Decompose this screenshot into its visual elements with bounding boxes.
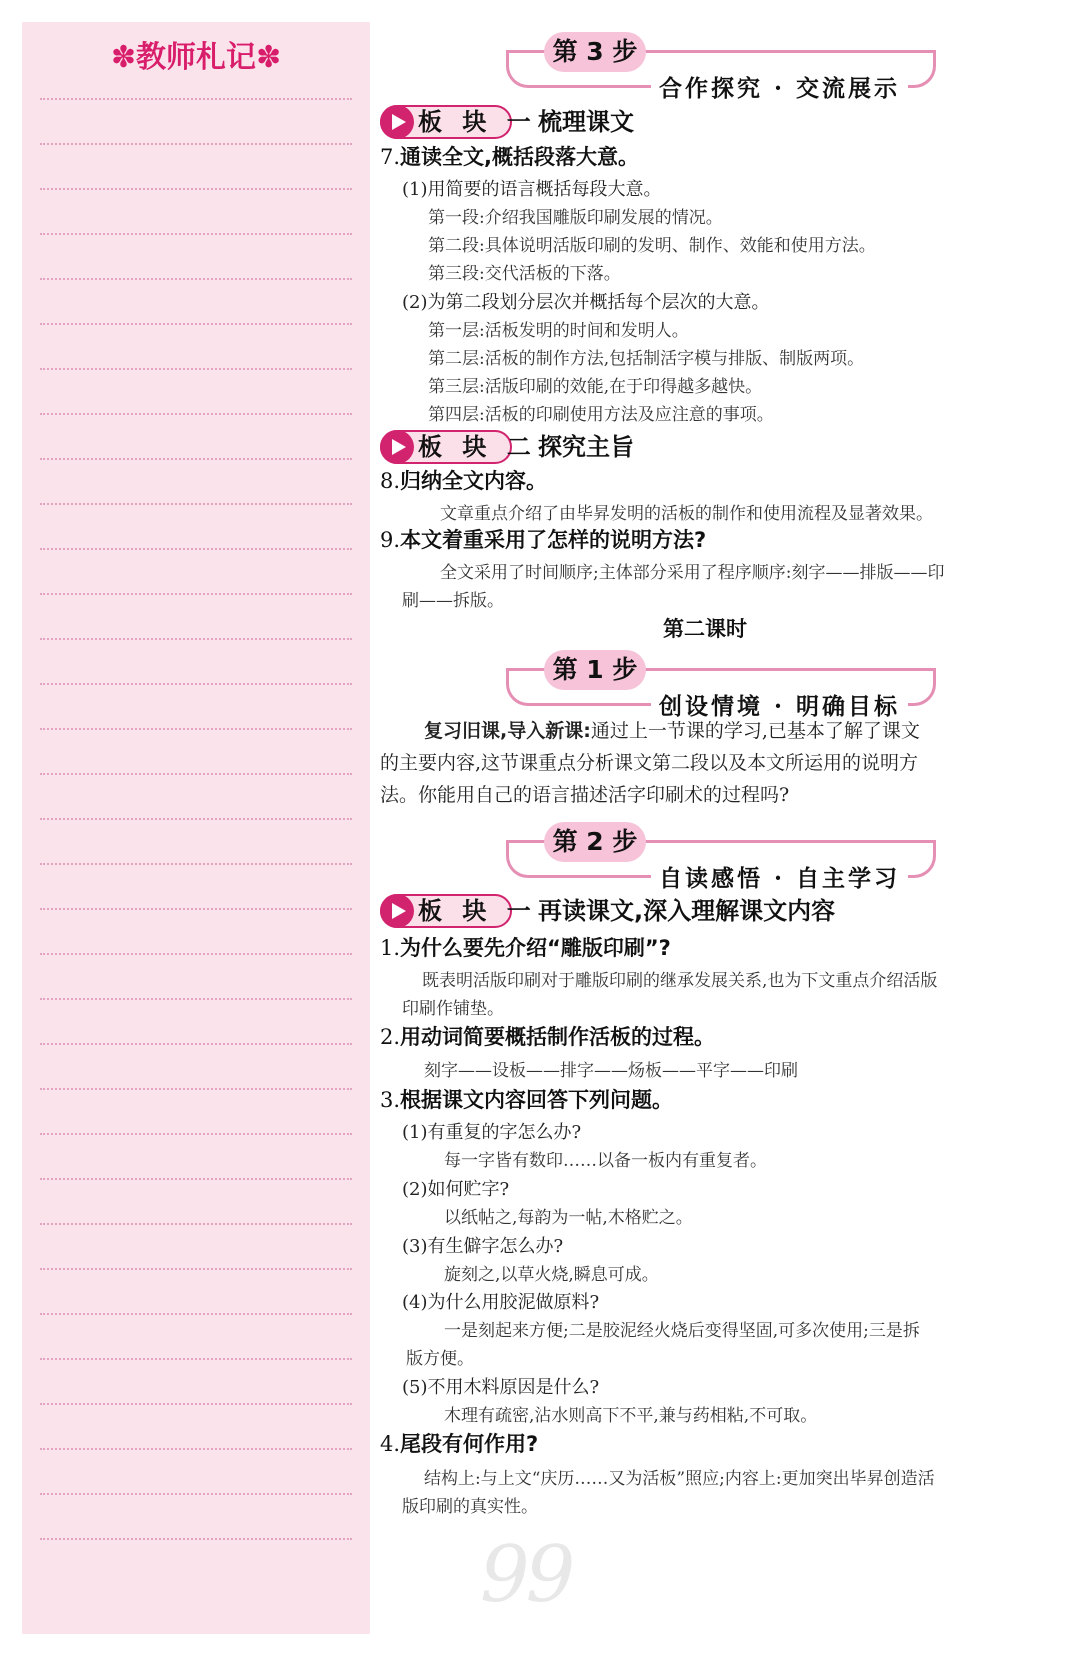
answer-line: 第三层:活版印刷的效能,在于印得越多越快。 xyxy=(428,377,763,397)
question-2: 2.用动词简要概括制作活板的过程。 xyxy=(380,1025,716,1049)
sub-question: (1)用简要的语言概括每段大意。 xyxy=(402,179,662,200)
block-title: 梳理课文 xyxy=(538,108,634,136)
answer-line: 第三段:交代活板的下落。 xyxy=(428,264,621,284)
note-line xyxy=(40,548,352,550)
answer-line: 第四层:活板的印刷使用方法及应注意的事项。 xyxy=(428,405,774,425)
sidebar-title: ✽教师札记✽ xyxy=(110,40,282,75)
note-line xyxy=(40,1493,352,1495)
block-label: 板 块 一 xyxy=(418,897,537,925)
note-line xyxy=(40,638,352,640)
main-content xyxy=(380,0,1070,1680)
answer-line: 版印刷的真实性。 xyxy=(402,1497,538,1517)
answer-line: 旋刻之,以草火烧,瞬息可成。 xyxy=(444,1265,659,1285)
step-label: 第 2 步 xyxy=(544,822,646,862)
note-line xyxy=(40,278,352,280)
sub-question: (2)为第二段划分层次并概括每个层次的大意。 xyxy=(402,292,770,313)
sub-question: (4)为什么用胶泥做原料? xyxy=(402,1292,600,1313)
step-2-header xyxy=(506,822,936,902)
note-line xyxy=(40,683,352,685)
question-4: 4.尾段有何作用? xyxy=(380,1432,539,1456)
page-number: 99 xyxy=(480,1530,572,1620)
answer-line: 一是刻起来方便;二是胶泥经火烧后变得坚固,可多次使用;三是拆 xyxy=(444,1321,920,1341)
note-line xyxy=(40,143,352,145)
answer-line: 版方便。 xyxy=(406,1349,474,1369)
note-line xyxy=(40,818,352,820)
step-subtitle: 创设情境 · 明确目标 xyxy=(651,692,908,722)
question-9: 9.本文着重采用了怎样的说明方法? xyxy=(380,528,707,552)
note-line xyxy=(40,953,352,955)
note-line xyxy=(40,1088,352,1090)
answer-line: 第一层:活板发明的时间和发明人。 xyxy=(428,321,689,341)
note-line xyxy=(40,1538,352,1540)
question-3: 3.根据课文内容回答下列问题。 xyxy=(380,1088,674,1112)
note-line xyxy=(40,98,352,100)
play-icon xyxy=(380,430,414,464)
note-line xyxy=(40,458,352,460)
sub-question: (5)不用木料原因是什么? xyxy=(402,1377,600,1398)
answer-line: 刻字——设板——排字——炀板——平字——印刷 xyxy=(424,1061,798,1081)
note-line xyxy=(40,1358,352,1360)
answer-line: 以纸帖之,每韵为一帖,木格贮之。 xyxy=(444,1208,693,1228)
note-line xyxy=(40,1313,352,1315)
note-line xyxy=(40,233,352,235)
block-title: 再读课文,深入理解课文内容 xyxy=(538,897,836,925)
answer-line: 文章重点介绍了由毕昇发明的活板的制作和使用流程及显著效果。 xyxy=(440,504,933,524)
note-line xyxy=(40,1178,352,1180)
note-line xyxy=(40,413,352,415)
note-line xyxy=(40,998,352,1000)
answer-line: 全文采用了时间顺序;主体部分采用了程序顺序:刻字——排版——印 xyxy=(440,563,945,583)
note-line xyxy=(40,368,352,370)
note-line xyxy=(40,323,352,325)
note-line xyxy=(40,1268,352,1270)
question-1: 1.为什么要先介绍“雕版印刷”? xyxy=(380,936,671,960)
step-subtitle: 合作探究 · 交流展示 xyxy=(651,74,908,104)
note-line xyxy=(40,503,352,505)
question-7: 7.通读全文,概括段落大意。 xyxy=(380,145,640,169)
note-line xyxy=(40,1133,352,1135)
lesson-title: 第二课时 xyxy=(663,617,747,641)
note-line xyxy=(40,773,352,775)
block-title: 探究主旨 xyxy=(538,433,634,461)
sub-question: (3)有生僻字怎么办? xyxy=(402,1236,564,1257)
answer-line: 第一段:介绍我国雕版印刷发展的情况。 xyxy=(428,208,723,228)
answer-line: 第二层:活板的制作方法,包括制活字模与排版、制版两项。 xyxy=(428,349,865,369)
answer-line: 既表明活版印刷对于雕版印刷的继承发展关系,也为下文重点介绍活版 xyxy=(422,971,938,991)
question-8: 8.归纳全文内容。 xyxy=(380,469,548,493)
note-line xyxy=(40,908,352,910)
step-3-header xyxy=(506,32,936,112)
sub-question: (2)如何贮字? xyxy=(402,1179,510,1200)
teacher-notes-sidebar xyxy=(22,22,370,1634)
play-icon xyxy=(380,894,414,928)
note-line xyxy=(40,593,352,595)
note-line xyxy=(40,188,352,190)
step-label: 第 3 步 xyxy=(544,32,646,72)
note-line xyxy=(40,1223,352,1225)
block-label: 板 块 一 xyxy=(418,108,537,136)
note-line xyxy=(40,863,352,865)
note-line xyxy=(40,728,352,730)
review-paragraph: 复习旧课,导入新课:通过上一节课的学习,已基本了解了课文 的主要内容,这节课重点分析课文第二段以及本文所运用的说明方 法。你能用自己的语言描述活字印刷术的过程吗? xyxy=(380,720,920,806)
note-line xyxy=(40,1448,352,1450)
step-label: 第 1 步 xyxy=(544,650,646,690)
answer-line: 印刷作铺垫。 xyxy=(402,999,504,1019)
note-line xyxy=(40,1043,352,1045)
answer-line: 结构上:与上文“庆历……又为活板”照应;内容上:更加突出毕昇创造活 xyxy=(424,1469,935,1489)
answer-line: 每一字皆有数印……以备一板内有重复者。 xyxy=(444,1151,767,1171)
answer-line: 刷——拆版。 xyxy=(402,591,504,611)
step-subtitle: 自读感悟 · 自主学习 xyxy=(651,864,908,894)
block-label: 板 块 二 xyxy=(418,433,537,461)
sub-question: (1)有重复的字怎么办? xyxy=(402,1122,582,1143)
answer-line: 第二段:具体说明活版印刷的发明、制作、效能和使用方法。 xyxy=(428,236,876,256)
note-line xyxy=(40,1403,352,1405)
play-icon xyxy=(380,105,414,139)
answer-line: 木理有疏密,沾水则高下不平,兼与药相粘,不可取。 xyxy=(444,1406,818,1426)
